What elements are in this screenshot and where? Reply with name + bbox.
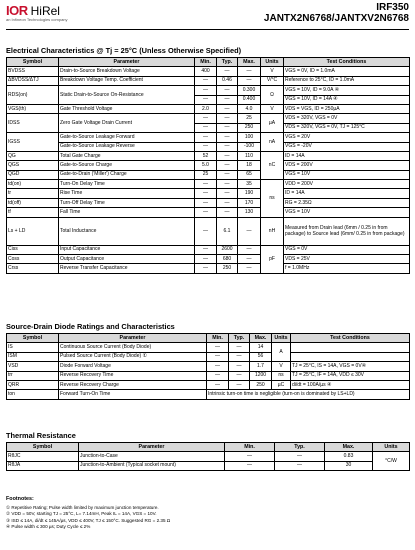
table-cell: — [238, 76, 261, 85]
table-cell: nH [261, 217, 284, 245]
table-cell: — [238, 67, 261, 76]
table-cell [291, 352, 410, 361]
table-cell: — [238, 255, 261, 264]
table-cell: — [195, 189, 217, 198]
table-cell: 30 [325, 461, 373, 470]
footnote-item: ③ ISD ≤ 14A, di/dt ≤ 145A/µs, VDD ≤ 400V, TJ ≤ 150°C. Suggested RG = 2.35 Ω [6, 517, 171, 523]
table-row [7, 371, 410, 380]
table-cell: Junction-to-Case [79, 452, 225, 461]
table-cell: 14 [250, 343, 272, 352]
thermal-resistance-table [6, 442, 410, 471]
table-cell: VGS = 10V, ID = 14A ④ [284, 95, 410, 104]
table-cell: Output Capacitance [59, 255, 195, 264]
table-cell: nA [261, 133, 284, 152]
table-row [7, 461, 410, 470]
page-header [6, 2, 409, 28]
table-cell: A [272, 343, 291, 362]
footnote-item: ① Repetitive Rating; Pulse width limited by maximum junction temperature. [6, 505, 159, 511]
footnotes [6, 496, 409, 530]
table-row [7, 255, 410, 264]
column-header: Units [261, 58, 284, 67]
table-row [7, 104, 410, 113]
table-cell: td(off) [7, 198, 59, 207]
table-cell: VGS = 10V [284, 170, 410, 179]
table-cell: — [238, 217, 261, 245]
table-cell: Diode Forward Voltage [59, 362, 207, 371]
table-row [7, 245, 410, 254]
table-cell: — [195, 123, 217, 132]
column-header: Min. [207, 334, 229, 343]
table-cell: Forward Turn-On Time [59, 390, 207, 399]
table-cell: 250 [250, 380, 272, 389]
table-cell: — [238, 264, 261, 273]
table-cell: Fall Time [59, 208, 195, 217]
table-cell: td(on) [7, 180, 59, 189]
table-cell: — [217, 104, 238, 113]
table-cell: VDS = 320V, VGS = 0V [284, 114, 410, 123]
table-cell: — [207, 371, 229, 380]
table-cell: Zero Gate Voltage Drain Current [59, 114, 195, 133]
table-cell: ton [7, 390, 59, 399]
table-cell: — [195, 217, 217, 245]
table-cell: — [195, 114, 217, 123]
table-cell: V/°C [261, 76, 284, 85]
table-cell: — [195, 142, 217, 151]
table-cell: Coss [7, 255, 59, 264]
table-cell: 1200 [250, 371, 272, 380]
table-cell: — [195, 198, 217, 207]
table-cell: 130 [238, 208, 261, 217]
table-cell: di/dt = 100A/µs ④ [291, 380, 410, 389]
table-cell: — [217, 114, 238, 123]
table-cell: QG [7, 151, 59, 160]
thermal-section-title: Thermal Resistance [6, 431, 76, 440]
column-header: Symbol [7, 58, 59, 67]
table-cell: 400 [195, 67, 217, 76]
table-cell: Gate-to-Source Leakage Reverse [59, 142, 195, 151]
table-cell: IDSS [7, 114, 59, 133]
table-cell: Reference to 25°C, ID = 1.0mA [284, 76, 410, 85]
table-cell: Continuous Source Current (Body Diode) [59, 343, 207, 352]
table-cell: — [195, 95, 217, 104]
table-cell: Reverse Transfer Capacitance [59, 264, 195, 273]
table-row [7, 390, 410, 399]
table-row [7, 86, 410, 95]
table-row [7, 198, 410, 207]
table-cell: ns [272, 371, 291, 380]
table-cell: QGS [7, 161, 59, 170]
table-cell: IGSS [7, 133, 59, 152]
electrical-characteristics-table [6, 57, 410, 274]
table-cell: VDD = 200V [284, 180, 410, 189]
table-cell: — [229, 362, 250, 371]
table-row [7, 352, 410, 361]
table-header-row [7, 334, 410, 343]
table-cell: Gate-to-Source Leakage Forward [59, 133, 195, 142]
table-cell: — [238, 245, 261, 254]
table-cell: 170 [238, 198, 261, 207]
table-cell: — [217, 123, 238, 132]
column-header: Typ. [275, 443, 325, 452]
table-row [7, 133, 410, 142]
table-cell: 25 [238, 114, 261, 123]
table-cell: 190 [238, 189, 261, 198]
table-cell: — [207, 362, 229, 371]
column-header: Min. [195, 58, 217, 67]
column-header: Symbol [7, 334, 59, 343]
table-cell: RθJA [7, 461, 79, 470]
table-cell: VDS = 25V [284, 255, 410, 264]
table-cell: ΔBVDSS/ΔTJ [7, 76, 59, 85]
table-cell: RG = 2.35Ω [284, 198, 410, 207]
table-cell: — [229, 352, 250, 361]
table-cell: ID = 14A [284, 151, 410, 160]
table-cell: Total Gate Charge [59, 151, 195, 160]
table-cell: Turn-Off Delay Time [59, 198, 195, 207]
table-cell: — [217, 198, 238, 207]
table-cell: VGS = 10V, ID = 9.0A ④ [284, 86, 410, 95]
diode-ratings-table [6, 333, 410, 400]
table-cell [291, 343, 410, 352]
table-cell: 18 [238, 161, 261, 170]
table-cell: RDS(on) [7, 86, 59, 105]
table-cell: — [275, 452, 325, 461]
table-row [7, 114, 410, 123]
table-cell: — [195, 86, 217, 95]
table-cell: Reverse Recovery Charge [59, 380, 207, 389]
table-cell: 100 [238, 133, 261, 142]
part-variants: JANTX2N6768/JANTXV2N6768 [263, 13, 409, 24]
table-cell: Measured from Drain lead (6mm / 0.25 in from package) to Source lead (6mm/ 0.25 in from package) [284, 217, 410, 245]
company-logo [6, 2, 68, 22]
table-cell: 250 [238, 123, 261, 132]
electrical-section-title: Electrical Characteristics @ Tj = 25°C (Unless Otherwise Specified) [6, 46, 242, 55]
table-cell: — [207, 380, 229, 389]
table-cell: V [272, 362, 291, 371]
table-cell: VDS = 320V, VGS = 0V, TJ = 125°C [284, 123, 410, 132]
table-cell: nC [261, 151, 284, 179]
table-cell: Drain-to-Source Breakdown Voltage [59, 67, 195, 76]
table-cell: — [195, 255, 217, 264]
table-cell: 4.0 [238, 104, 261, 113]
logo-subtitle: an Infineon Technologies company [6, 17, 68, 22]
table-row [7, 161, 410, 170]
table-cell: Turn-On Delay Time [59, 180, 195, 189]
table-row [7, 67, 410, 76]
table-cell: Gate Threshold Voltage [59, 104, 195, 113]
table-cell: 5.0 [195, 161, 217, 170]
table-cell: Gate-to-Drain ('Miller') Charge [59, 170, 195, 179]
table-cell: 25 [195, 170, 217, 179]
table-cell: — [229, 380, 250, 389]
table-row [7, 170, 410, 179]
table-cell: µC [272, 380, 291, 389]
table-cell: 2600 [217, 245, 238, 254]
table-cell: — [217, 151, 238, 160]
table-cell: µA [261, 114, 284, 133]
table-cell: ID = 14A [284, 189, 410, 198]
header-rule [6, 29, 409, 30]
table-cell: — [195, 264, 217, 273]
table-cell: -100 [238, 142, 261, 151]
table-cell: 0.83 [325, 452, 373, 461]
table-cell: Static Drain-to-Source On-Resistance [59, 86, 195, 105]
table-cell: — [195, 208, 217, 217]
table-cell: 56 [250, 352, 272, 361]
table-cell: 1.7 [250, 362, 272, 371]
table-cell: 110 [238, 151, 261, 160]
column-header: Test Conditions [291, 334, 410, 343]
column-header: Parameter [59, 58, 195, 67]
table-cell: RθJC [7, 452, 79, 461]
column-header: Max. [325, 443, 373, 452]
table-cell: VGS = 10V [284, 208, 410, 217]
table-cell: pF [261, 245, 284, 273]
table-cell: — [217, 189, 238, 198]
table-cell: Input Capacitance [59, 245, 195, 254]
table-cell: Breakdown Voltage Temp. Coefficient [59, 76, 195, 85]
part-number: IRF350 [376, 2, 409, 13]
column-header: Max. [238, 58, 261, 67]
table-cell: VGS = 0V [284, 245, 410, 254]
table-cell: IS [7, 343, 59, 352]
table-row [7, 217, 410, 245]
column-header: Parameter [59, 334, 207, 343]
table-row [7, 452, 410, 461]
table-cell: VDS = VGS, ID = 250µA [284, 104, 410, 113]
table-cell: ns [261, 180, 284, 218]
logo-text: HiRel [30, 4, 60, 18]
table-cell: 0.400 [238, 95, 261, 104]
table-cell: Ω [261, 86, 284, 105]
table-row [7, 362, 410, 371]
table-cell: 0.46 [217, 76, 238, 85]
table-cell: — [195, 76, 217, 85]
column-header: Typ. [229, 334, 250, 343]
table-cell: — [217, 67, 238, 76]
table-cell: BVDSS [7, 67, 59, 76]
table-row [7, 189, 410, 198]
table-cell: Ciss [7, 245, 59, 254]
table-cell: 6.1 [217, 217, 238, 245]
table-row [7, 76, 410, 85]
table-cell: tr [7, 189, 59, 198]
table-cell: — [229, 371, 250, 380]
table-cell: 2.0 [195, 104, 217, 113]
column-header: Units [373, 443, 410, 452]
table-cell: Intrinsic turn-on time is negligible (turn-on is dominated by LS+LD) [207, 390, 410, 399]
table-header-row [7, 443, 410, 452]
column-header: Units [272, 334, 291, 343]
table-cell: 250 [217, 264, 238, 273]
table-cell: V [261, 104, 284, 113]
table-cell: VGS = 20V [284, 133, 410, 142]
table-cell: tf [7, 208, 59, 217]
table-cell: VSD [7, 362, 59, 371]
table-cell: 52 [195, 151, 217, 160]
footnotes-title: Footnotes: [6, 496, 34, 502]
table-row [7, 208, 410, 217]
table-cell: — [217, 161, 238, 170]
table-cell: — [195, 180, 217, 189]
table-cell: — [217, 180, 238, 189]
table-cell: — [217, 170, 238, 179]
table-cell: Rise Time [59, 189, 195, 198]
table-cell: TJ = 25°C, IS = 14A, VGS = 0V④ [291, 362, 410, 371]
table-cell: — [217, 208, 238, 217]
table-cell: VDS = 200V [284, 161, 410, 170]
table-cell: 35 [238, 180, 261, 189]
column-header: Parameter [79, 443, 225, 452]
table-cell: QGD [7, 170, 59, 179]
table-cell: — [217, 95, 238, 104]
table-header-row [7, 58, 410, 67]
table-row [7, 180, 410, 189]
table-cell: — [207, 343, 229, 352]
footnote-item: ② VDD = 50V, starting TJ = 25°C, L= 7.14mH, Peak IL = 14A, VGS = 10V. [6, 511, 157, 517]
table-cell: — [195, 133, 217, 142]
column-header: Max. [250, 334, 272, 343]
table-cell: — [275, 461, 325, 470]
table-cell: Reverse Recovery Time [59, 371, 207, 380]
table-cell: — [225, 452, 275, 461]
table-cell: 680 [217, 255, 238, 264]
table-cell: QRR [7, 380, 59, 389]
column-header: Symbol [7, 443, 79, 452]
column-header: Min. [225, 443, 275, 452]
column-header: Typ. [217, 58, 238, 67]
table-row [7, 380, 410, 389]
table-row [7, 151, 410, 160]
table-cell: — [217, 133, 238, 142]
table-cell: Gate-to-Source Charge [59, 161, 195, 170]
table-cell: trr [7, 371, 59, 380]
table-cell: — [217, 142, 238, 151]
table-cell: VGS(th) [7, 104, 59, 113]
footnote-item: ④ Pulse width ≤ 300 µs; Duty Cycle ≤ 2% [6, 523, 91, 529]
table-row [7, 264, 410, 273]
table-cell: Ls + LD [7, 217, 59, 245]
table-cell: Pulsed Source Current (Body Diode) ① [59, 352, 207, 361]
table-cell: — [217, 86, 238, 95]
table-cell: °C/W [373, 452, 410, 471]
table-cell: — [207, 352, 229, 361]
table-cell: — [225, 461, 275, 470]
footnote-list [6, 505, 409, 530]
table-cell: 65 [238, 170, 261, 179]
part-number-block [264, 2, 409, 24]
table-cell: 0.300 [238, 86, 261, 95]
table-cell: Total Inductance [59, 217, 195, 245]
column-header: Test Conditions [284, 58, 410, 67]
table-cell: VGS = -20V [284, 142, 410, 151]
table-row [7, 343, 410, 352]
table-cell: V [261, 67, 284, 76]
logo-mark: IOR [6, 3, 28, 18]
table-cell: — [229, 343, 250, 352]
table-cell: TJ = 25°C, IF = 14A, VDD ≤ 30V [291, 371, 410, 380]
table-row [7, 142, 410, 151]
table-cell: Junction-to-Ambient (Typical socket mount) [79, 461, 225, 470]
table-cell: Crss [7, 264, 59, 273]
diode-section-title: Source-Drain Diode Ratings and Characteristics [6, 322, 175, 331]
table-cell: VGS = 0V, ID = 1.0mA [284, 67, 410, 76]
table-cell: ISM [7, 352, 59, 361]
table-cell: — [195, 245, 217, 254]
table-cell: f = 1.0MHz [284, 264, 410, 273]
